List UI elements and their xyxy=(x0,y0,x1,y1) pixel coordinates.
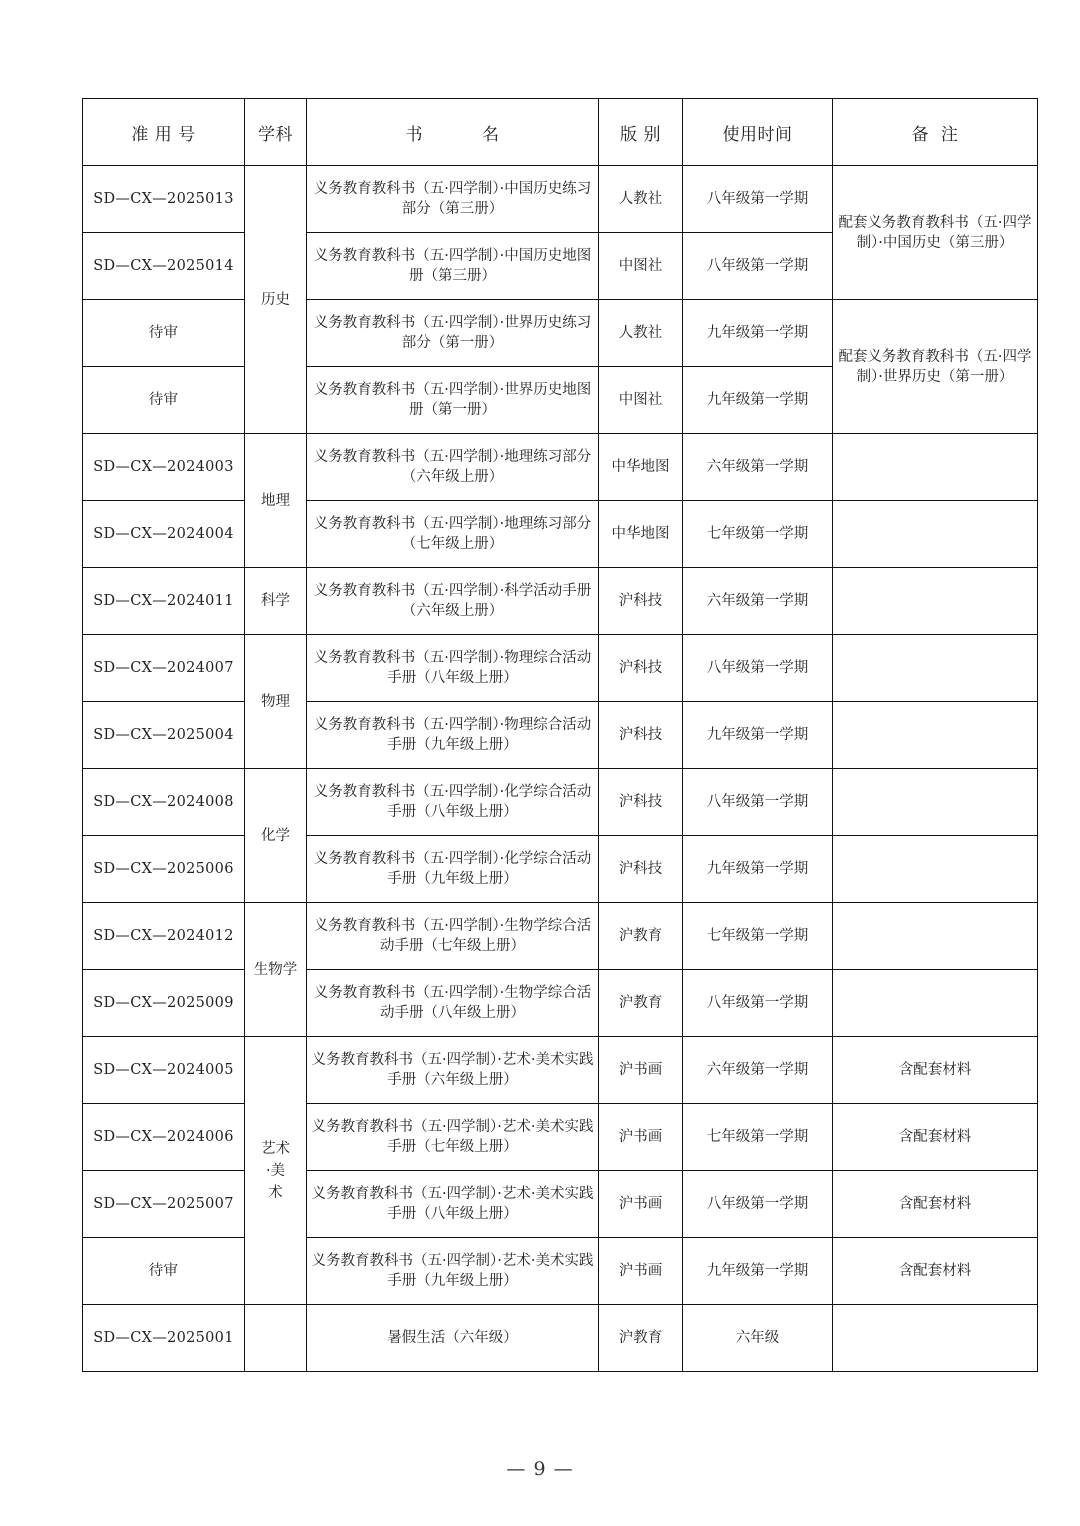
table-row xyxy=(83,903,1038,970)
remarks: 含配套材料 xyxy=(833,1238,1038,1305)
usage-time: 六年级第一学期 xyxy=(683,568,833,635)
remarks xyxy=(833,1305,1038,1372)
subject-cell: 物理 xyxy=(245,635,307,769)
book-title: 义务教育教科书（五·四学制）·化学综合活动手册（九年级上册） xyxy=(307,836,599,903)
approval-number: 待审 xyxy=(83,367,245,434)
book-title: 义务教育教科书（五·四学制）·地理练习部分（七年级上册） xyxy=(307,501,599,568)
edition: 沪科技 xyxy=(599,635,683,702)
approval-number: SD—CX—2025004 xyxy=(83,702,245,769)
table-row xyxy=(83,836,1038,903)
header-usage-time: 使用时间 xyxy=(683,99,833,166)
approval-number: SD—CX—2024003 xyxy=(83,434,245,501)
approval-number: 待审 xyxy=(83,300,245,367)
book-title: 义务教育教科书（五·四学制）·世界历史地图册（第一册） xyxy=(307,367,599,434)
usage-time: 七年级第一学期 xyxy=(683,501,833,568)
subject-cell: 科学 xyxy=(245,568,307,635)
book-title: 义务教育教科书（五·四学制）·科学活动手册（六年级上册） xyxy=(307,568,599,635)
edition: 沪教育 xyxy=(599,903,683,970)
approval-number: SD—CX—2025009 xyxy=(83,970,245,1037)
table-row xyxy=(83,300,1038,367)
remarks xyxy=(833,702,1038,769)
book-title: 义务教育教科书（五·四学制）·物理综合活动手册（八年级上册） xyxy=(307,635,599,702)
table-row xyxy=(83,1171,1038,1238)
edition: 沪书画 xyxy=(599,1238,683,1305)
header-approval-number: 准 用 号 xyxy=(83,99,245,166)
subject-cell: 历史 xyxy=(245,166,307,434)
remarks xyxy=(833,970,1038,1037)
table-row xyxy=(83,702,1038,769)
approval-number: 待审 xyxy=(83,1238,245,1305)
usage-time: 七年级第一学期 xyxy=(683,903,833,970)
remarks: 配套义务教育教科书（五·四学制）·世界历史（第一册） xyxy=(833,300,1038,434)
remarks: 含配套材料 xyxy=(833,1171,1038,1238)
book-title: 义务教育教科书（五·四学制）·艺术·美术实践手册（六年级上册） xyxy=(307,1037,599,1104)
remarks: 含配套材料 xyxy=(833,1037,1038,1104)
usage-time: 六年级第一学期 xyxy=(683,434,833,501)
subject-cell: 化学 xyxy=(245,769,307,903)
table-row xyxy=(83,501,1038,568)
approval-number: SD—CX—2025006 xyxy=(83,836,245,903)
usage-time: 八年级第一学期 xyxy=(683,1171,833,1238)
usage-time: 七年级第一学期 xyxy=(683,1104,833,1171)
edition: 沪科技 xyxy=(599,836,683,903)
edition: 中图社 xyxy=(599,233,683,300)
edition: 沪科技 xyxy=(599,702,683,769)
table-row xyxy=(83,1238,1038,1305)
book-title: 义务教育教科书（五·四学制）·艺术·美术实践手册（九年级上册） xyxy=(307,1238,599,1305)
subject-cell xyxy=(245,1037,307,1305)
edition: 沪教育 xyxy=(599,970,683,1037)
edition: 中图社 xyxy=(599,367,683,434)
edition: 中华地图 xyxy=(599,434,683,501)
book-title: 义务教育教科书（五·四学制）·物理综合活动手册（九年级上册） xyxy=(307,702,599,769)
edition: 沪科技 xyxy=(599,769,683,836)
book-title: 义务教育教科书（五·四学制）·艺术·美术实践手册（八年级上册） xyxy=(307,1171,599,1238)
edition: 沪书画 xyxy=(599,1104,683,1171)
usage-time: 八年级第一学期 xyxy=(683,166,833,233)
book-title: 义务教育教科书（五·四学制）·艺术·美术实践手册（七年级上册） xyxy=(307,1104,599,1171)
approval-number: SD—CX—2024004 xyxy=(83,501,245,568)
approval-number: SD—CX—2024011 xyxy=(83,568,245,635)
subject-cell: 生物学 xyxy=(245,903,307,1037)
usage-time: 九年级第一学期 xyxy=(683,367,833,434)
approval-number: SD—CX—2024012 xyxy=(83,903,245,970)
edition: 中华地图 xyxy=(599,501,683,568)
approval-number: SD—CX—2025007 xyxy=(83,1171,245,1238)
remarks xyxy=(833,836,1038,903)
subject-cell xyxy=(245,1305,307,1372)
textbook-table xyxy=(82,98,1038,1372)
usage-time: 八年级第一学期 xyxy=(683,635,833,702)
header-remarks: 备 注 xyxy=(833,99,1038,166)
table-row xyxy=(83,769,1038,836)
approval-number: SD—CX—2024007 xyxy=(83,635,245,702)
usage-time: 九年级第一学期 xyxy=(683,836,833,903)
usage-time: 六年级 xyxy=(683,1305,833,1372)
remarks xyxy=(833,568,1038,635)
edition: 人教社 xyxy=(599,300,683,367)
edition: 沪书画 xyxy=(599,1171,683,1238)
usage-time: 九年级第一学期 xyxy=(683,1238,833,1305)
usage-time: 六年级第一学期 xyxy=(683,1037,833,1104)
book-title: 义务教育教科书（五·四学制）·世界历史练习部分（第一册） xyxy=(307,300,599,367)
remarks: 配套义务教育教科书（五·四学制）·中国历史（第三册） xyxy=(833,166,1038,300)
remarks xyxy=(833,501,1038,568)
usage-time: 八年级第一学期 xyxy=(683,769,833,836)
table-row xyxy=(83,166,1038,233)
usage-time: 八年级第一学期 xyxy=(683,970,833,1037)
table-row xyxy=(83,635,1038,702)
remarks xyxy=(833,769,1038,836)
usage-time: 九年级第一学期 xyxy=(683,702,833,769)
remarks xyxy=(833,903,1038,970)
table-row xyxy=(83,434,1038,501)
edition: 沪书画 xyxy=(599,1037,683,1104)
approval-number: SD—CX—2024006 xyxy=(83,1104,245,1171)
usage-time: 八年级第一学期 xyxy=(683,233,833,300)
edition: 沪教育 xyxy=(599,1305,683,1372)
subject-art-label: 艺术·美术 xyxy=(260,1140,290,1201)
approval-number: SD—CX—2025001 xyxy=(83,1305,245,1372)
book-title: 义务教育教科书（五·四学制）·化学综合活动手册（八年级上册） xyxy=(307,769,599,836)
usage-time: 九年级第一学期 xyxy=(683,300,833,367)
remarks xyxy=(833,635,1038,702)
table-row xyxy=(83,1037,1038,1104)
header-edition: 版 别 xyxy=(599,99,683,166)
book-title: 义务教育教科书（五·四学制）·中国历史地图册（第三册） xyxy=(307,233,599,300)
approval-number: SD—CX—2024008 xyxy=(83,769,245,836)
table-row xyxy=(83,1305,1038,1372)
remarks: 含配套材料 xyxy=(833,1104,1038,1171)
edition: 沪科技 xyxy=(599,568,683,635)
subject-cell: 地理 xyxy=(245,434,307,568)
book-title: 义务教育教科书（五·四学制）·生物学综合活动手册（八年级上册） xyxy=(307,970,599,1037)
table-row xyxy=(83,970,1038,1037)
approval-number: SD—CX—2025014 xyxy=(83,233,245,300)
approval-number: SD—CX—2024005 xyxy=(83,1037,245,1104)
book-title: 义务教育教科书（五·四学制）·生物学综合活动手册（七年级上册） xyxy=(307,903,599,970)
remarks xyxy=(833,434,1038,501)
book-title: 义务教育教科书（五·四学制）·地理练习部分（六年级上册） xyxy=(307,434,599,501)
table-row xyxy=(83,568,1038,635)
header-subject: 学科 xyxy=(245,99,307,166)
table-row xyxy=(83,1104,1038,1171)
edition: 人教社 xyxy=(599,166,683,233)
header-book-title: 书 名 xyxy=(307,99,599,166)
book-title: 义务教育教科书（五·四学制）·中国历史练习部分（第三册） xyxy=(307,166,599,233)
page-number: — 9 — xyxy=(506,1458,574,1480)
table-header-row xyxy=(83,99,1038,166)
approval-number: SD—CX—2025013 xyxy=(83,166,245,233)
book-title: 暑假生活（六年级） xyxy=(307,1305,599,1372)
